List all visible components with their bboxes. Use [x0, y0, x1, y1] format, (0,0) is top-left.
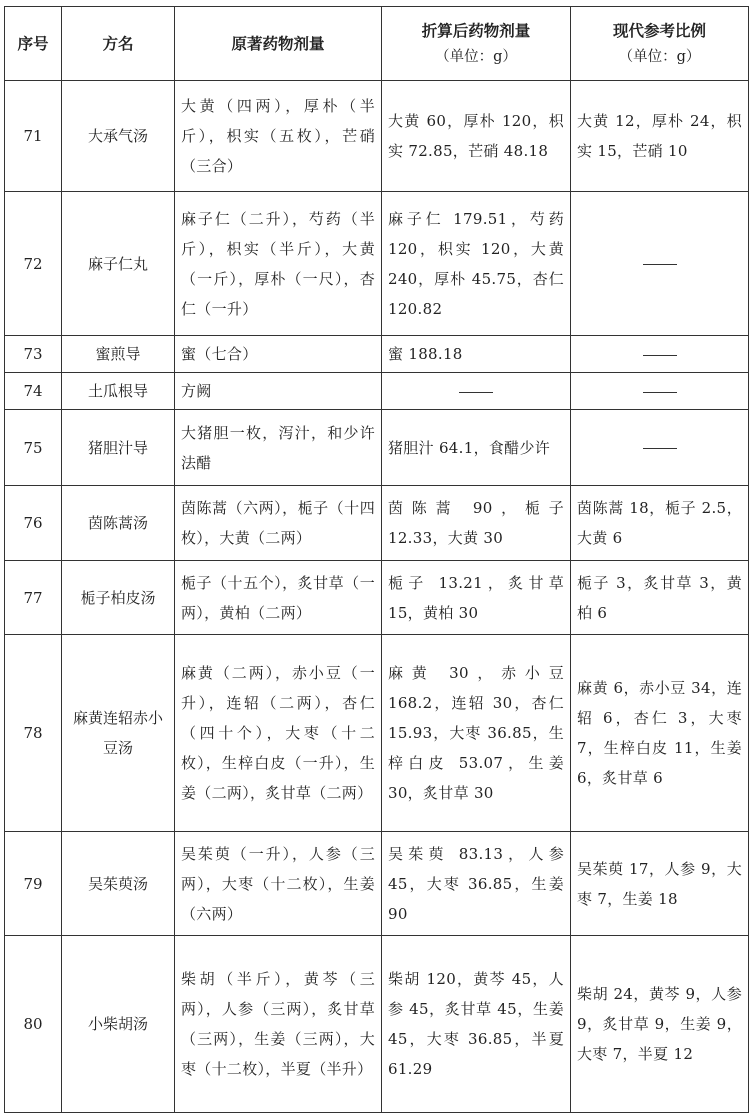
original-dosage: 蜜（七合） [175, 336, 382, 373]
table-row [5, 81, 749, 192]
empty-dash [643, 264, 677, 265]
converted-dosage: 麻黄 30，赤小豆 168.2，连轺 30，杏仁 15.93，大枣 36.85，生梓白皮 53.07，生姜 30，炙甘草 30 [382, 635, 571, 832]
modern-ratio: 麻黄 6，赤小豆 34，连轺 6，杏仁 3，大枣 7，生梓白皮 11，生姜 6，炙甘草 6 [571, 635, 749, 832]
formula-name: 栀子柏皮汤 [62, 561, 175, 635]
empty-dash [643, 355, 677, 356]
modern-ratio-empty [571, 373, 749, 410]
formula-name: 茵陈蒿汤 [62, 486, 175, 561]
row-index: 74 [5, 373, 62, 410]
empty-dash [459, 392, 493, 393]
table-row [5, 936, 749, 1113]
formula-dosage-table [4, 6, 749, 1113]
converted-dosage: 柴胡 120，黄芩 45，人参 45，炙甘草 45，生姜 45，大枣 36.85，半夏 61.29 [382, 936, 571, 1113]
header-converted-unit: （单位：g） [435, 48, 517, 65]
row-index: 75 [5, 410, 62, 486]
row-index: 76 [5, 486, 62, 561]
modern-ratio: 吴茱萸 17，人参 9，大枣 7，生姜 18 [571, 832, 749, 936]
modern-ratio: 茵陈蒿 18，栀子 2.5，大黄 6 [571, 486, 749, 561]
modern-ratio-empty [571, 192, 749, 336]
table-row [5, 486, 749, 561]
formula-name: 麻黄连轺赤小豆汤 [62, 635, 175, 832]
converted-dosage: 猪胆汁 64.1，食醋少许 [382, 410, 571, 486]
original-dosage: 麻黄（二两），赤小豆（一升），连轺（二两），杏仁（四十个），大枣（十二枚），生梓白皮（一升），生姜（二两），炙甘草（二两） [175, 635, 382, 832]
modern-ratio: 柴胡 24，黄芩 9，人参 9，炙甘草 9，生姜 9，大枣 7，半夏 12 [571, 936, 749, 1113]
converted-dosage: 栀子 13.21，炙甘草 15，黄柏 30 [382, 561, 571, 635]
original-dosage: 柴胡（半斤），黄芩（三两），人参（三两），炙甘草（三两），生姜（三两），大枣（十二枚），半夏（半升） [175, 936, 382, 1113]
header-modern-title: 现代参考比例 [612, 21, 706, 40]
modern-ratio-empty [571, 410, 749, 486]
table-row [5, 832, 749, 936]
row-index: 78 [5, 635, 62, 832]
header-row [5, 7, 749, 81]
formula-name: 土瓜根导 [62, 373, 175, 410]
table-row [5, 192, 749, 336]
empty-dash [643, 448, 677, 449]
row-index: 77 [5, 561, 62, 635]
formula-name: 吴茱萸汤 [62, 832, 175, 936]
row-index: 79 [5, 832, 62, 936]
header-converted [382, 7, 571, 81]
header-modern-unit: （单位：g） [618, 48, 701, 65]
header-index: 序号 [5, 7, 62, 81]
formula-name: 小柴胡汤 [62, 936, 175, 1113]
formula-name: 大承气汤 [62, 81, 175, 192]
formula-name: 猪胆汁导 [62, 410, 175, 486]
table-row [5, 373, 749, 410]
converted-dosage: 茵陈蒿 90，栀子 12.33，大黄 30 [382, 486, 571, 561]
original-dosage: 麻子仁（二升），芍药（半斤），枳实（半斤），大黄（一斤），厚朴（一尺），杏仁（一升） [175, 192, 382, 336]
converted-dosage: 大黄 60，厚朴 120，枳实 72.85，芒硝 48.18 [382, 81, 571, 192]
modern-ratio: 大黄 12，厚朴 24，枳实 15，芒硝 10 [571, 81, 749, 192]
row-index: 73 [5, 336, 62, 373]
row-index: 72 [5, 192, 62, 336]
header-original: 原著药物剂量 [175, 7, 382, 81]
original-dosage: 栀子（十五个），炙甘草（一两），黄柏（二两） [175, 561, 382, 635]
empty-dash [643, 392, 677, 393]
table-row [5, 635, 749, 832]
converted-dosage-empty [382, 373, 571, 410]
header-modern [571, 7, 749, 81]
header-converted-title: 折算后药物剂量 [421, 21, 531, 40]
table-row [5, 561, 749, 635]
converted-dosage: 麻子仁 179.51，芍药 120，枳实 120，大黄 240，厚朴 45.75，杏仁 120.82 [382, 192, 571, 336]
modern-ratio-empty [571, 336, 749, 373]
row-index: 80 [5, 936, 62, 1113]
table-row [5, 336, 749, 373]
converted-dosage: 吴茱萸 83.13，人参 45，大枣 36.85，生姜 90 [382, 832, 571, 936]
converted-dosage: 蜜 188.18 [382, 336, 571, 373]
original-dosage: 吴茱萸（一升），人参（三两），大枣（十二枚），生姜（六两） [175, 832, 382, 936]
header-name: 方名 [62, 7, 175, 81]
table-row [5, 410, 749, 486]
original-dosage: 茵陈蒿（六两），栀子（十四枚），大黄（二两） [175, 486, 382, 561]
modern-ratio: 栀子 3，炙甘草 3，黄柏 6 [571, 561, 749, 635]
formula-name: 蜜煎导 [62, 336, 175, 373]
original-dosage: 大猪胆一枚，泻汁，和少许法醋 [175, 410, 382, 486]
formula-name: 麻子仁丸 [62, 192, 175, 336]
original-dosage: 大黄（四两），厚朴（半斤），枳实（五枚），芒硝（三合） [175, 81, 382, 192]
row-index: 71 [5, 81, 62, 192]
original-dosage: 方阙 [175, 373, 382, 410]
